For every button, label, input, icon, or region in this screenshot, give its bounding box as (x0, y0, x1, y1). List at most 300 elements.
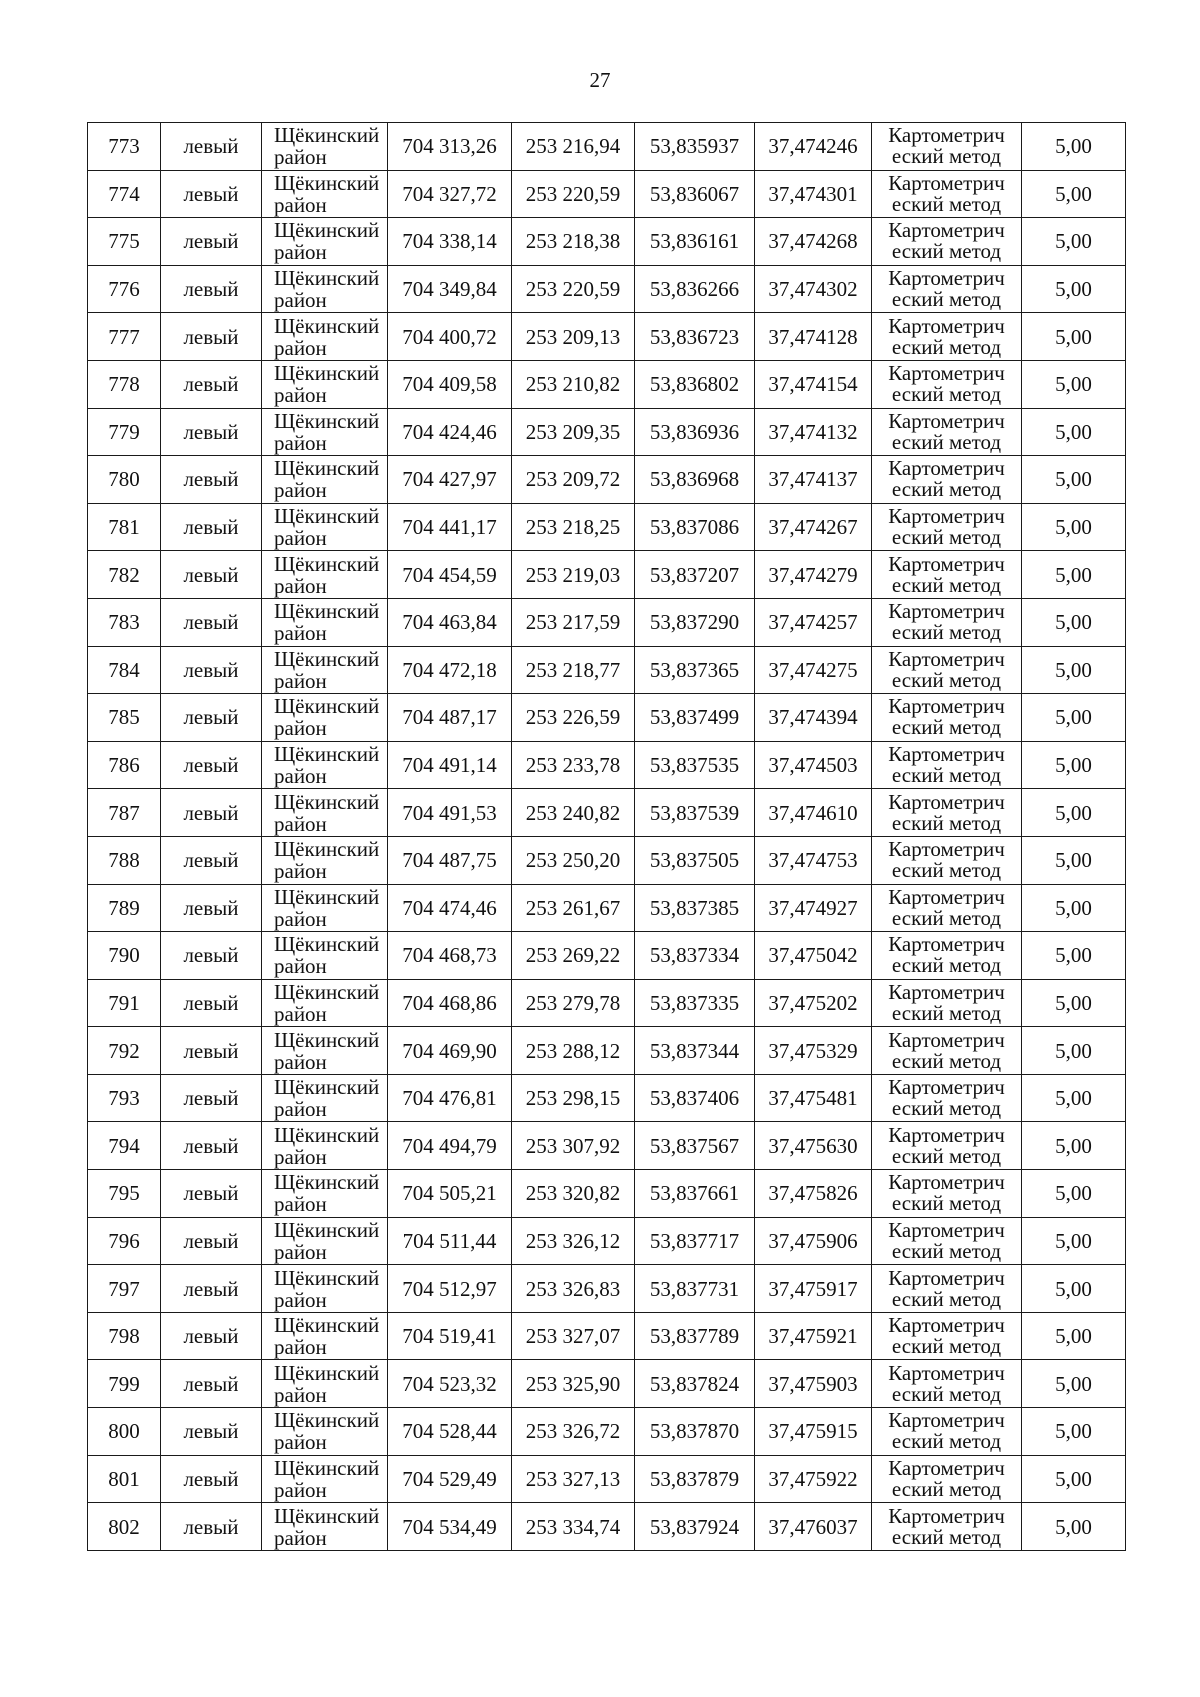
y-coordinate-cell: 253 326,83 (512, 1265, 635, 1313)
point-number-cell: 780 (88, 456, 161, 504)
y-coordinate-cell: 253 327,13 (512, 1455, 635, 1503)
longitude-cell: 37,475921 (755, 1312, 872, 1360)
method-cell (872, 979, 1022, 1027)
side-cell: левый (161, 123, 262, 171)
side-cell: левый (161, 1027, 262, 1075)
accuracy-cell: 5,00 (1022, 1503, 1126, 1551)
district-line-1: Щёкинский (274, 1408, 380, 1433)
x-coordinate-cell: 704 409,58 (388, 360, 512, 408)
district-cell (262, 1265, 388, 1313)
point-number-cell: 789 (88, 884, 161, 932)
y-coordinate-cell: 253 250,20 (512, 836, 635, 884)
method-line-2: еский метод (891, 239, 1002, 264)
side-cell: левый (161, 1360, 262, 1408)
y-coordinate-cell: 253 218,38 (512, 218, 635, 266)
latitude-cell: 53,837535 (635, 741, 755, 789)
district-line-1: Щёкинский (274, 1075, 380, 1100)
method-line-1: Картометрич (888, 1408, 1005, 1433)
table-row (88, 1217, 1126, 1265)
longitude-cell: 37,475329 (755, 1027, 872, 1075)
x-coordinate-cell: 704 313,26 (388, 123, 512, 171)
point-number-cell: 788 (88, 836, 161, 884)
method-line-2: еский метод (891, 1334, 1002, 1359)
side-cell: левый (161, 836, 262, 884)
method-line-1: Картометрич (888, 884, 1005, 909)
district-line-1: Щёкинский (274, 1265, 380, 1290)
longitude-cell: 37,474154 (755, 360, 872, 408)
latitude-cell: 53,837499 (635, 694, 755, 742)
table-row (88, 1265, 1126, 1313)
method-line-1: Картометрич (888, 218, 1005, 243)
district-line-1: Щёкинский (274, 742, 380, 767)
side-cell: левый (161, 1265, 262, 1313)
latitude-cell: 53,837879 (635, 1455, 755, 1503)
latitude-cell: 53,837731 (635, 1265, 755, 1313)
longitude-cell: 37,474394 (755, 694, 872, 742)
longitude-cell: 37,475915 (755, 1408, 872, 1456)
x-coordinate-cell: 704 441,17 (388, 503, 512, 551)
x-coordinate-cell: 704 476,81 (388, 1074, 512, 1122)
method-cell (872, 932, 1022, 980)
point-number-cell: 798 (88, 1312, 161, 1360)
longitude-cell: 37,475202 (755, 979, 872, 1027)
point-number-cell: 793 (88, 1074, 161, 1122)
y-coordinate-cell: 253 334,74 (512, 1503, 635, 1551)
y-coordinate-cell: 253 269,22 (512, 932, 635, 980)
side-cell: левый (161, 1122, 262, 1170)
accuracy-cell: 5,00 (1022, 1217, 1126, 1265)
accuracy-cell: 5,00 (1022, 456, 1126, 504)
table-row (88, 1074, 1126, 1122)
method-line-2: еский метод (891, 1524, 1002, 1549)
district-cell (262, 836, 388, 884)
district-line-2: район (274, 621, 327, 646)
accuracy-cell: 5,00 (1022, 1122, 1126, 1170)
district-line-2: район (274, 145, 327, 170)
district-line-1: Щёкинский (274, 1170, 380, 1195)
longitude-cell: 37,475826 (755, 1170, 872, 1218)
method-line-1: Картометрич (888, 408, 1005, 433)
point-number-cell: 800 (88, 1408, 161, 1456)
method-cell (872, 1170, 1022, 1218)
y-coordinate-cell: 253 220,59 (512, 265, 635, 313)
method-line-2: еский метод (891, 1286, 1002, 1311)
method-line-1: Картометрич (888, 551, 1005, 576)
district-line-2: район (274, 1144, 327, 1169)
method-line-2: еский метод (891, 144, 1002, 169)
district-line-2: район (274, 192, 327, 217)
method-line-2: еский метод (891, 1191, 1002, 1216)
table-row (88, 1312, 1126, 1360)
point-number-cell: 791 (88, 979, 161, 1027)
method-cell (872, 218, 1022, 266)
method-cell (872, 1312, 1022, 1360)
method-line-1: Картометрич (888, 1027, 1005, 1052)
point-number-cell: 774 (88, 170, 161, 218)
point-number-cell: 794 (88, 1122, 161, 1170)
district-cell (262, 265, 388, 313)
method-line-1: Картометрич (888, 170, 1005, 195)
table-row (88, 360, 1126, 408)
accuracy-cell: 5,00 (1022, 313, 1126, 361)
longitude-cell: 37,474503 (755, 741, 872, 789)
table-row (88, 694, 1126, 742)
table-row (88, 265, 1126, 313)
method-cell (872, 1455, 1022, 1503)
table-row (88, 1503, 1126, 1551)
method-line-2: еский метод (891, 905, 1002, 930)
y-coordinate-cell: 253 240,82 (512, 789, 635, 837)
table-row (88, 1360, 1126, 1408)
latitude-cell: 53,837661 (635, 1170, 755, 1218)
table-row (88, 1408, 1126, 1456)
side-cell: левый (161, 1217, 262, 1265)
y-coordinate-cell: 253 209,35 (512, 408, 635, 456)
method-line-1: Картометрич (888, 742, 1005, 767)
accuracy-cell: 5,00 (1022, 123, 1126, 171)
district-cell (262, 1122, 388, 1170)
latitude-cell: 53,836067 (635, 170, 755, 218)
longitude-cell: 37,476037 (755, 1503, 872, 1551)
district-line-2: район (274, 668, 327, 693)
district-cell (262, 789, 388, 837)
longitude-cell: 37,475481 (755, 1074, 872, 1122)
district-cell (262, 932, 388, 980)
method-cell (872, 1122, 1022, 1170)
method-cell (872, 313, 1022, 361)
district-line-1: Щёкинский (274, 313, 380, 338)
method-cell (872, 1360, 1022, 1408)
table-row (88, 836, 1126, 884)
y-coordinate-cell: 253 298,15 (512, 1074, 635, 1122)
latitude-cell: 53,836802 (635, 360, 755, 408)
latitude-cell: 53,836723 (635, 313, 755, 361)
side-cell: левый (161, 1312, 262, 1360)
district-cell (262, 1503, 388, 1551)
y-coordinate-cell: 253 326,72 (512, 1408, 635, 1456)
accuracy-cell: 5,00 (1022, 408, 1126, 456)
x-coordinate-cell: 704 400,72 (388, 313, 512, 361)
district-line-1: Щёкинский (274, 1503, 380, 1528)
district-cell (262, 694, 388, 742)
method-line-2: еский метод (891, 810, 1002, 835)
district-line-2: район (274, 335, 327, 360)
point-number-cell: 775 (88, 218, 161, 266)
method-line-1: Картометрич (888, 932, 1005, 957)
district-line-1: Щёкинский (274, 884, 380, 909)
side-cell: левый (161, 456, 262, 504)
point-number-cell: 783 (88, 598, 161, 646)
method-cell (872, 694, 1022, 742)
table-row (88, 218, 1126, 266)
method-line-2: еский метод (891, 715, 1002, 740)
longitude-cell: 37,474257 (755, 598, 872, 646)
accuracy-cell: 5,00 (1022, 503, 1126, 551)
longitude-cell: 37,475917 (755, 1265, 872, 1313)
y-coordinate-cell: 253 209,72 (512, 456, 635, 504)
method-line-2: еский метод (891, 525, 1002, 550)
accuracy-cell: 5,00 (1022, 1408, 1126, 1456)
accuracy-cell: 5,00 (1022, 1265, 1126, 1313)
method-line-1: Картометрич (888, 266, 1005, 291)
method-line-2: еский метод (891, 763, 1002, 788)
method-cell (872, 456, 1022, 504)
method-line-1: Картометрич (888, 1217, 1005, 1242)
y-coordinate-cell: 253 226,59 (512, 694, 635, 742)
x-coordinate-cell: 704 505,21 (388, 1170, 512, 1218)
side-cell: левый (161, 932, 262, 980)
x-coordinate-cell: 704 424,46 (388, 408, 512, 456)
y-coordinate-cell: 253 326,12 (512, 1217, 635, 1265)
method-line-2: еский метод (891, 667, 1002, 692)
method-line-1: Картометрич (888, 1360, 1005, 1385)
district-line-2: район (274, 716, 327, 741)
district-cell (262, 170, 388, 218)
longitude-cell: 37,475042 (755, 932, 872, 980)
x-coordinate-cell: 704 338,14 (388, 218, 512, 266)
x-coordinate-cell: 704 349,84 (388, 265, 512, 313)
method-line-2: еский метод (891, 287, 1002, 312)
method-line-1: Картометрич (888, 599, 1005, 624)
accuracy-cell: 5,00 (1022, 218, 1126, 266)
district-line-2: район (274, 288, 327, 313)
district-cell (262, 1408, 388, 1456)
point-number-cell: 785 (88, 694, 161, 742)
table-row (88, 884, 1126, 932)
point-number-cell: 779 (88, 408, 161, 456)
district-line-2: район (274, 1001, 327, 1026)
latitude-cell: 53,837789 (635, 1312, 755, 1360)
point-number-cell: 797 (88, 1265, 161, 1313)
method-line-2: еский метод (891, 620, 1002, 645)
latitude-cell: 53,837365 (635, 646, 755, 694)
point-number-cell: 786 (88, 741, 161, 789)
point-number-cell: 796 (88, 1217, 161, 1265)
method-line-2: еский метод (891, 953, 1002, 978)
district-cell (262, 1074, 388, 1122)
y-coordinate-cell: 253 327,07 (512, 1312, 635, 1360)
district-line-1: Щёкинский (274, 1455, 380, 1480)
side-cell: левый (161, 1503, 262, 1551)
district-cell (262, 1312, 388, 1360)
table-row (88, 598, 1126, 646)
method-line-2: еский метод (891, 1381, 1002, 1406)
district-line-1: Щёкинский (274, 218, 380, 243)
district-cell (262, 503, 388, 551)
district-line-1: Щёкинский (274, 361, 380, 386)
method-line-2: еский метод (891, 382, 1002, 407)
table-row (88, 741, 1126, 789)
longitude-cell: 37,474132 (755, 408, 872, 456)
latitude-cell: 53,837344 (635, 1027, 755, 1075)
table-row (88, 1170, 1126, 1218)
table-row (88, 456, 1126, 504)
x-coordinate-cell: 704 491,53 (388, 789, 512, 837)
y-coordinate-cell: 253 217,59 (512, 598, 635, 646)
point-number-cell: 795 (88, 1170, 161, 1218)
method-line-1: Картометрич (888, 1075, 1005, 1100)
accuracy-cell: 5,00 (1022, 1074, 1126, 1122)
accuracy-cell: 5,00 (1022, 170, 1126, 218)
method-line-2: еский метод (891, 1429, 1002, 1454)
accuracy-cell: 5,00 (1022, 646, 1126, 694)
y-coordinate-cell: 253 210,82 (512, 360, 635, 408)
table-row (88, 1027, 1126, 1075)
district-line-2: район (274, 954, 327, 979)
side-cell: левый (161, 741, 262, 789)
method-line-2: еский метод (891, 429, 1002, 454)
x-coordinate-cell: 704 469,90 (388, 1027, 512, 1075)
longitude-cell: 37,475906 (755, 1217, 872, 1265)
district-cell (262, 979, 388, 1027)
latitude-cell: 53,835937 (635, 123, 755, 171)
method-line-2: еский метод (891, 1096, 1002, 1121)
y-coordinate-cell: 253 219,03 (512, 551, 635, 599)
district-line-1: Щёкинский (274, 170, 380, 195)
x-coordinate-cell: 704 491,14 (388, 741, 512, 789)
method-cell (872, 646, 1022, 694)
method-line-1: Картометрич (888, 1265, 1005, 1290)
district-cell (262, 218, 388, 266)
side-cell: левый (161, 789, 262, 837)
district-cell (262, 598, 388, 646)
district-line-2: район (274, 1382, 327, 1407)
x-coordinate-cell: 704 494,79 (388, 1122, 512, 1170)
district-line-2: район (274, 1335, 327, 1360)
side-cell: левый (161, 313, 262, 361)
district-cell (262, 884, 388, 932)
accuracy-cell: 5,00 (1022, 360, 1126, 408)
side-cell: левый (161, 218, 262, 266)
method-line-1: Картометрич (888, 646, 1005, 671)
district-cell (262, 1027, 388, 1075)
latitude-cell: 53,837870 (635, 1408, 755, 1456)
longitude-cell: 37,474275 (755, 646, 872, 694)
latitude-cell: 53,836968 (635, 456, 755, 504)
method-line-1: Картометрич (888, 504, 1005, 529)
latitude-cell: 53,836266 (635, 265, 755, 313)
accuracy-cell: 5,00 (1022, 598, 1126, 646)
district-cell (262, 741, 388, 789)
district-cell (262, 1170, 388, 1218)
table-row (88, 503, 1126, 551)
latitude-cell: 53,837505 (635, 836, 755, 884)
point-number-cell: 781 (88, 503, 161, 551)
longitude-cell: 37,474927 (755, 884, 872, 932)
district-line-2: район (274, 383, 327, 408)
latitude-cell: 53,837717 (635, 1217, 755, 1265)
district-line-2: район (274, 1525, 327, 1550)
method-line-2: еский метод (891, 1143, 1002, 1168)
method-cell (872, 503, 1022, 551)
district-line-2: район (274, 1049, 327, 1074)
longitude-cell: 37,475903 (755, 1360, 872, 1408)
district-cell (262, 360, 388, 408)
y-coordinate-cell: 253 220,59 (512, 170, 635, 218)
accuracy-cell: 5,00 (1022, 1360, 1126, 1408)
district-line-2: район (274, 1430, 327, 1455)
district-line-2: район (274, 811, 327, 836)
district-cell (262, 1360, 388, 1408)
method-line-2: еский метод (891, 191, 1002, 216)
y-coordinate-cell: 253 261,67 (512, 884, 635, 932)
district-cell (262, 646, 388, 694)
district-line-1: Щёкинский (274, 1313, 380, 1338)
latitude-cell: 53,837824 (635, 1360, 755, 1408)
district-line-2: район (274, 573, 327, 598)
method-cell (872, 551, 1022, 599)
accuracy-cell: 5,00 (1022, 1312, 1126, 1360)
x-coordinate-cell: 704 487,75 (388, 836, 512, 884)
point-number-cell: 790 (88, 932, 161, 980)
table-body (88, 123, 1126, 1551)
accuracy-cell: 5,00 (1022, 551, 1126, 599)
accuracy-cell: 5,00 (1022, 694, 1126, 742)
x-coordinate-cell: 704 454,59 (388, 551, 512, 599)
longitude-cell: 37,474267 (755, 503, 872, 551)
district-line-1: Щёкинский (274, 1360, 380, 1385)
latitude-cell: 53,836161 (635, 218, 755, 266)
table-row (88, 1122, 1126, 1170)
district-cell (262, 551, 388, 599)
latitude-cell: 53,836936 (635, 408, 755, 456)
method-cell (872, 598, 1022, 646)
x-coordinate-cell: 704 511,44 (388, 1217, 512, 1265)
district-line-2: район (274, 1239, 327, 1264)
district-line-1: Щёкинский (274, 408, 380, 433)
y-coordinate-cell: 253 233,78 (512, 741, 635, 789)
district-line-1: Щёкинский (274, 694, 380, 719)
district-line-2: район (274, 526, 327, 551)
y-coordinate-cell: 253 325,90 (512, 1360, 635, 1408)
x-coordinate-cell: 704 468,73 (388, 932, 512, 980)
district-line-1: Щёкинский (274, 1027, 380, 1052)
y-coordinate-cell: 253 216,94 (512, 123, 635, 171)
district-line-1: Щёкинский (274, 456, 380, 481)
district-line-2: район (274, 1097, 327, 1122)
point-number-cell: 773 (88, 123, 161, 171)
table-row (88, 313, 1126, 361)
district-line-1: Щёкинский (274, 599, 380, 624)
method-line-2: еский метод (891, 477, 1002, 502)
method-line-1: Картометрич (888, 361, 1005, 386)
side-cell: левый (161, 265, 262, 313)
y-coordinate-cell: 253 218,25 (512, 503, 635, 551)
x-coordinate-cell: 704 512,97 (388, 1265, 512, 1313)
point-number-cell: 802 (88, 1503, 161, 1551)
table-row (88, 979, 1126, 1027)
method-cell (872, 360, 1022, 408)
side-cell: левый (161, 979, 262, 1027)
side-cell: левый (161, 170, 262, 218)
district-line-1: Щёкинский (274, 1217, 380, 1242)
table-row (88, 123, 1126, 171)
side-cell: левый (161, 646, 262, 694)
method-line-1: Картометрич (888, 1122, 1005, 1147)
latitude-cell: 53,837406 (635, 1074, 755, 1122)
side-cell: левый (161, 884, 262, 932)
x-coordinate-cell: 704 327,72 (388, 170, 512, 218)
method-line-2: еский метод (891, 572, 1002, 597)
table-row (88, 646, 1126, 694)
table-row (88, 1455, 1126, 1503)
method-cell (872, 741, 1022, 789)
district-line-2: район (274, 764, 327, 789)
longitude-cell: 37,474279 (755, 551, 872, 599)
x-coordinate-cell: 704 528,44 (388, 1408, 512, 1456)
method-line-1: Картометрич (888, 979, 1005, 1004)
method-line-2: еский метод (891, 1048, 1002, 1073)
